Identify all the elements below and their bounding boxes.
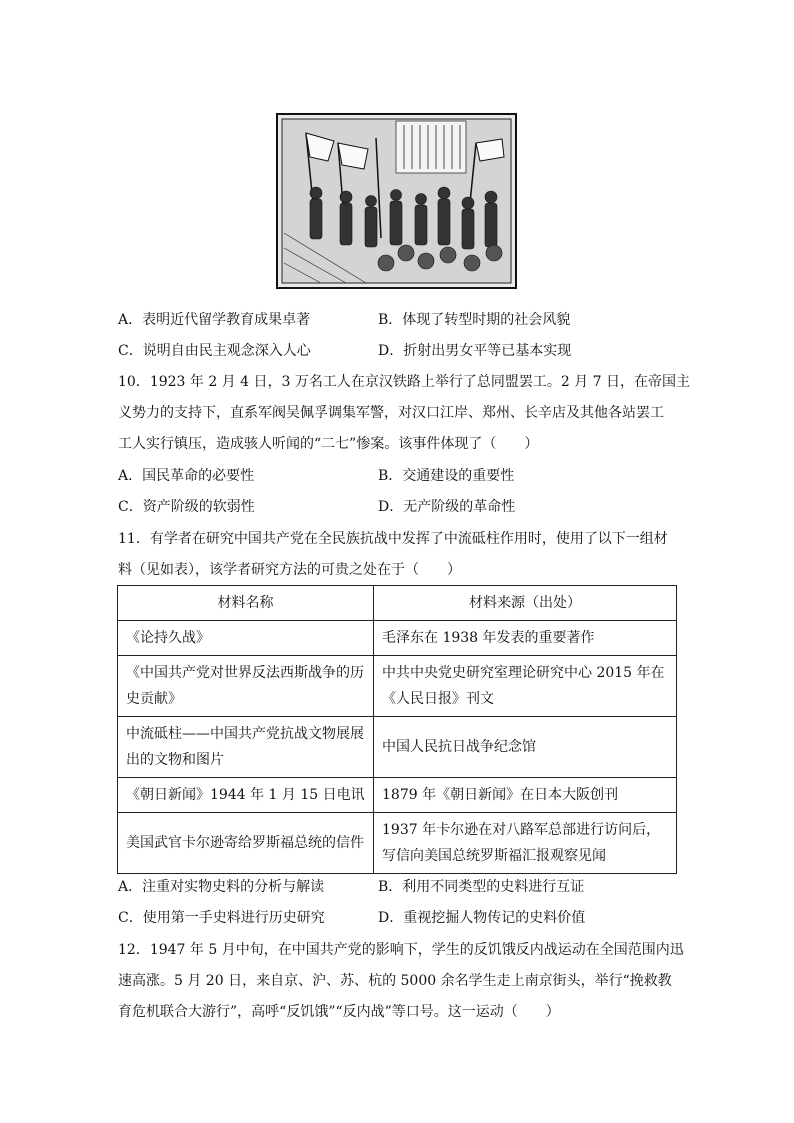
table-cell-name: 《论持久战》 [118, 621, 374, 656]
table-cell-source: 1879 年《朝日新闻》在日本大阪创刊 [374, 778, 677, 813]
source-material-table [117, 585, 677, 874]
table-cell-source: 1937 年卡尔逊在对八路军总部进行访问后，写信向美国总统罗斯福汇报观察见闻 [374, 813, 677, 874]
q12-stem-line-3: 育危机联合大游行”，高呼“反饥饿”“反内战”等口号。这一运动（ ） [118, 1004, 560, 1020]
q10-stem-line-2: 义势力的支持下，直系军阀吴佩孚调集军警，对汉口江岸、郑州、长辛店及其他各站罢工 [118, 405, 664, 421]
table-cell-name: 《中国共产党对世界反法西斯战争的历史贡献》 [118, 656, 374, 717]
table-row [118, 621, 677, 656]
q11-option-d: D．重视挖掘人物传记的史料价值 [378, 910, 586, 926]
historical-procession-illustration [276, 113, 517, 289]
table-cell-source: 中国人民抗日战争纪念馆 [374, 717, 677, 778]
q11-option-a: A．注重对实物史料的分析与解读 [118, 879, 325, 895]
q10-option-a: A．国民革命的必要性 [118, 468, 255, 484]
table-header-row [118, 586, 677, 621]
q11-stem-line-1: 11．有学者在研究中国共产党在全民族抗战中发挥了中流砥柱作用时，使用了以下一组材 [118, 531, 668, 547]
table-cell-name: 中流砥柱——中国共产党抗战文物展展出的文物和图片 [118, 717, 374, 778]
q10-option-c: C．资产阶级的软弱性 [118, 499, 255, 515]
table-cell-name: 美国武官卡尔逊寄给罗斯福总统的信件 [118, 813, 374, 874]
q9-option-c: C．说明自由民主观念深入人心 [118, 343, 311, 359]
table-header-source: 材料来源（出处） [374, 586, 677, 621]
q10-option-d: D．无产阶级的革命性 [378, 499, 516, 515]
table-row [118, 813, 677, 874]
q11-option-c: C．使用第一手史料进行历史研究 [118, 910, 325, 926]
q9-option-b: B．体现了转型时期的社会风貌 [378, 312, 571, 328]
q12-stem-line-2: 速高涨。5 月 20 日，来自京、沪、苏、杭的 5000 余名学生走上南京街头，举行“挽救教 [118, 973, 672, 989]
table-header-name: 材料名称 [118, 586, 374, 621]
table-row [118, 656, 677, 717]
q9-option-d: D．折射出男女平等已基本实现 [378, 343, 572, 359]
q12-stem-line-1: 12．1947 年 5 月中旬，在中国共产党的影响下，学生的反饥饿反内战运动在全国范围内迅 [118, 942, 684, 958]
q9-option-a: A．表明近代留学教育成果卓著 [118, 312, 311, 328]
table-cell-name: 《朝日新闻》1944 年 1 月 15 日电讯 [118, 778, 374, 813]
table-row [118, 778, 677, 813]
table-row [118, 717, 677, 778]
q10-option-b: B．交通建设的重要性 [378, 468, 515, 484]
q11-option-b: B．利用不同类型的史料进行互证 [378, 879, 585, 895]
table-cell-source: 毛泽东在 1938 年发表的重要著作 [374, 621, 677, 656]
q11-stem-line-2: 料（见如表），该学者研究方法的可贵之处在于（ ） [118, 562, 461, 578]
q10-stem-line-3: 工人实行镇压，造成骇人听闻的“二七”惨案。该事件体现了（ ） [118, 436, 539, 452]
q10-stem-line-1: 10．1923 年 2 月 4 日，3 万名工人在京汉铁路上举行了总同盟罢工。2 月 7 日，在帝国主 [118, 374, 691, 390]
table-cell-source: 中共中央党史研究室理论研究中心 2015 年在《人民日报》刊文 [374, 656, 677, 717]
